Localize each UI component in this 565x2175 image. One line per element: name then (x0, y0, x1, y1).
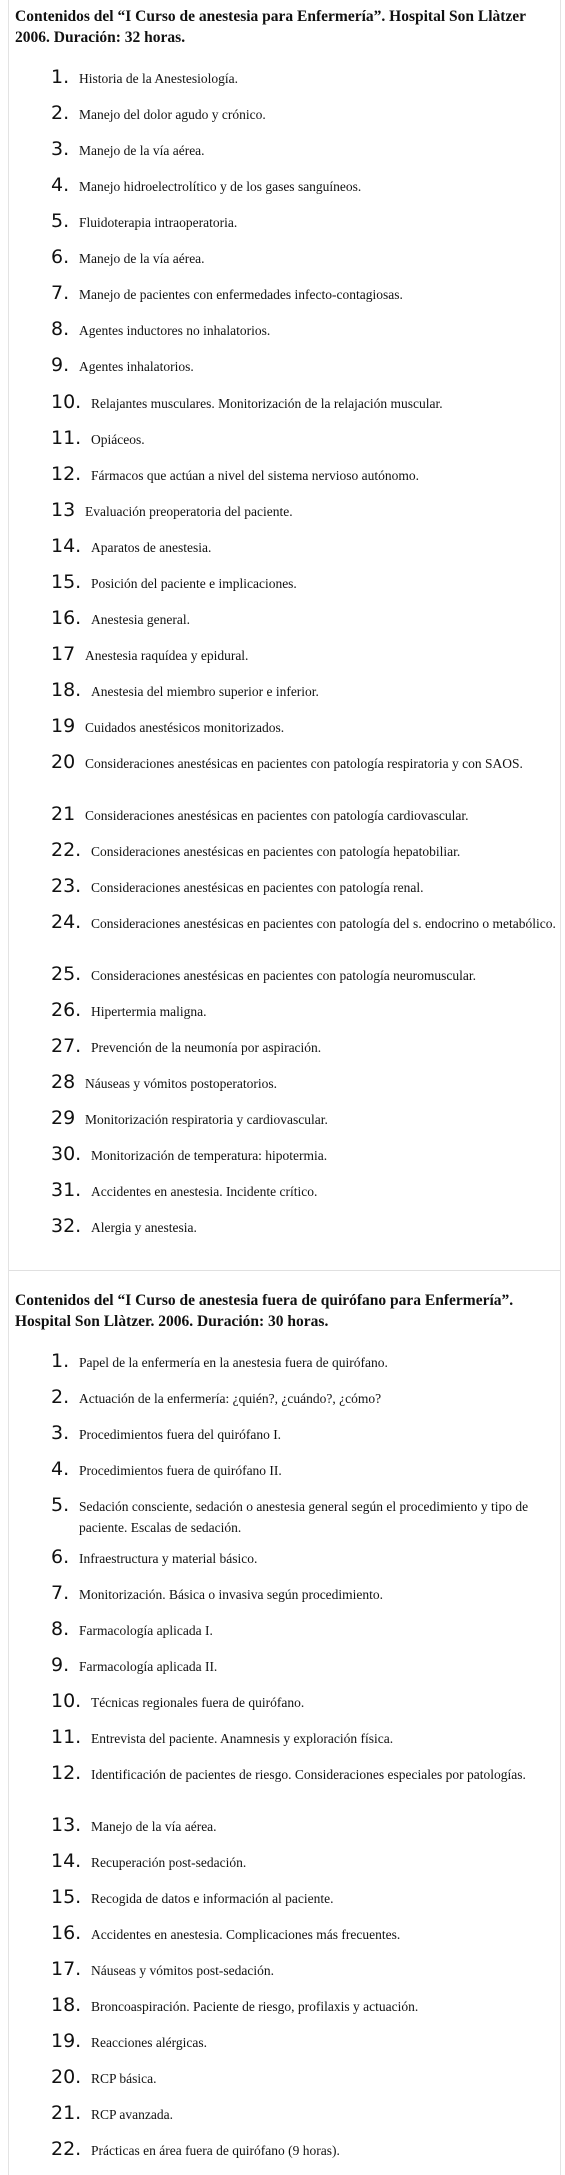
item-text: Consideraciones anestésicas en pacientes con patología cardiovascular. (85, 808, 469, 823)
item-number: 21 (51, 803, 76, 825)
item-text: Anestesia raquídea y epidural. (85, 648, 249, 663)
section-title: Contenidos del “I Curso de anestesia para Enfermería”. Hospital Son Llàtzer 2006. Duración: 32 horas. (15, 8, 526, 46)
item-number: 7. (51, 1582, 70, 1604)
item-number: 2. (51, 1386, 70, 1408)
item-text: Alergia y anestesia. (91, 1220, 197, 1235)
item-number: 12. (51, 463, 82, 485)
item-number: 17. (51, 1958, 82, 1980)
item-number: 14. (51, 535, 82, 557)
item-text: Manejo de la vía aérea. (91, 1819, 217, 1834)
item-text: Recogida de datos e información al paciente. (91, 1891, 334, 1906)
item-number: 16. (51, 1922, 82, 1944)
item-text: Anestesia general. (91, 612, 190, 627)
item-text: Posición del paciente e implicaciones. (91, 576, 297, 591)
item-number: 4. (51, 174, 70, 196)
item-text: Farmacología aplicada II. (79, 1659, 218, 1674)
item-number: 9. (51, 354, 70, 376)
item-number: 9. (51, 1654, 70, 1676)
item-number: 2. (51, 102, 70, 124)
item-text: Accidentes en anestesia. Incidente crítico. (91, 1184, 318, 1199)
item-text: Agentes inductores no inhalatorios. (79, 323, 271, 338)
item-text: Farmacología aplicada I. (79, 1623, 213, 1638)
item-text: Manejo de pacientes con enfermedades infecto-contagiosas. (79, 287, 403, 302)
item-number: 20. (51, 2066, 82, 2088)
section-divider (9, 1270, 560, 1271)
item-number: 28 (51, 1071, 76, 1093)
item-text: Opiáceos. (91, 432, 145, 447)
item-text: Broncoaspiración. Paciente de riesgo, profilaxis y actuación. (91, 1999, 419, 2014)
item-number: 12. (51, 1762, 82, 1784)
item-number: 22. (51, 2138, 82, 2160)
item-text: Manejo hidroelectrolítico y de los gases sanguíneos. (79, 179, 362, 194)
item-text: Fluidoterapia intraoperatoria. (79, 215, 238, 230)
item-number: 15. (51, 1886, 82, 1908)
item-text: Infraestructura y material básico. (79, 1551, 258, 1566)
item-number: 8. (51, 1618, 70, 1640)
item-number: 21. (51, 2102, 82, 2124)
item-number: 17 (51, 643, 76, 665)
item-number: 13. (51, 1814, 82, 1836)
item-number: 23. (51, 875, 82, 897)
item-number: 22. (51, 839, 82, 861)
item-text: Fármacos que actúan a nivel del sistema nervioso autónomo. (91, 468, 420, 483)
item-text: Consideraciones anestésicas en pacientes con patología respiratoria y con SAOS. (85, 756, 523, 771)
item-number: 1. (51, 66, 70, 88)
item-number: 4. (51, 1458, 70, 1480)
item-text: Anestesia del miembro superior e inferior. (91, 684, 319, 699)
item-text: Procedimientos fuera de quirófano II. (79, 1463, 282, 1478)
item-text: Actuación de la enfermería: ¿quién?, ¿cuándo?, ¿cómo? (79, 1391, 382, 1406)
item-text: Náuseas y vómitos postoperatorios. (85, 1076, 277, 1091)
item-number: 7. (51, 282, 70, 304)
item-text: Consideraciones anestésicas en pacientes con patología neuromuscular. (91, 968, 476, 983)
item-text: Prevención de la neumonía por aspiración. (91, 1040, 322, 1055)
item-number: 11. (51, 427, 82, 449)
item-number: 19 (51, 715, 76, 737)
item-text: Prácticas en área fuera de quirófano (9 horas). (91, 2143, 340, 2158)
item-number: 3. (51, 1422, 70, 1444)
item-text: Entrevista del paciente. Anamnesis y exploración física. (91, 1731, 394, 1746)
item-number: 30. (51, 1143, 82, 1165)
item-number: 1. (51, 1350, 70, 1372)
item-text: Recuperación post-sedación. (91, 1855, 247, 1870)
item-number: 6. (51, 1546, 70, 1568)
item-number: 10. (51, 1690, 82, 1712)
item-text: RCP avanzada. (91, 2107, 173, 2122)
item-number: 3. (51, 138, 70, 160)
item-text: Procedimientos fuera del quirófano I. (79, 1427, 282, 1442)
document-page (8, 0, 561, 2175)
item-text: Consideraciones anestésicas en pacientes con patología renal. (91, 880, 424, 895)
item-number: 19. (51, 2030, 82, 2052)
item-text: Evaluación preoperatoria del paciente. (85, 504, 293, 519)
item-number: 24. (51, 911, 82, 933)
item-number: 6. (51, 246, 70, 268)
item-number: 15. (51, 571, 82, 593)
item-text: Técnicas regionales fuera de quirófano. (91, 1695, 305, 1710)
item-text: Relajantes musculares. Monitorización de la relajación muscular. (91, 396, 443, 411)
item-number: 20 (51, 751, 76, 773)
item-text: Cuidados anestésicos monitorizados. (85, 720, 285, 735)
item-text: Manejo de la vía aérea. (79, 143, 205, 158)
item-number: 5. (51, 210, 70, 232)
item-number: 10. (51, 391, 82, 413)
item-number: 31. (51, 1179, 82, 1201)
item-text: Manejo del dolor agudo y crónico. (79, 107, 266, 122)
item-text: Sedación consciente, sedación o anestesia general según el procedimiento y tipo de paciente. Escalas de sedación. (79, 1499, 529, 1535)
item-text: RCP básica. (91, 2071, 157, 2086)
section-title: Contenidos del “I Curso de anestesia fuera de quirófano para Enfermería”. Hospital Son Llàtzer. 2006. Duración: 30 horas. (15, 1292, 514, 1330)
item-text: Papel de la enfermería en la anestesia fuera de quirófano. (79, 1355, 388, 1370)
item-number: 18. (51, 1994, 82, 2016)
item-number: 25. (51, 963, 82, 985)
item-number: 11. (51, 1726, 82, 1748)
item-number: 8. (51, 318, 70, 340)
item-text: Hipertermia maligna. (91, 1004, 207, 1019)
item-number: 13 (51, 499, 76, 521)
item-text: Reacciones alérgicas. (91, 2035, 207, 2050)
item-number: 14. (51, 1850, 82, 1872)
item-text: Náuseas y vómitos post-sedación. (91, 1963, 274, 1978)
item-number: 16. (51, 607, 82, 629)
item-number: 18. (51, 679, 82, 701)
item-number: 5. (51, 1494, 70, 1516)
item-text: Monitorización de temperatura: hipotermia. (91, 1148, 328, 1163)
item-number: 26. (51, 999, 82, 1021)
item-text: Manejo de la vía aérea. (79, 251, 205, 266)
item-text: Historia de la Anestesiología. (79, 71, 238, 86)
item-text: Monitorización respiratoria y cardiovascular. (85, 1112, 328, 1127)
item-text: Accidentes en anestesia. Complicaciones más frecuentes. (91, 1927, 401, 1942)
item-text: Consideraciones anestésicas en pacientes con patología hepatobiliar. (91, 844, 461, 859)
item-text: Consideraciones anestésicas en pacientes con patología del s. endocrino o metabólico. (91, 916, 556, 931)
item-text: Monitorización. Básica o invasiva según procedimiento. (79, 1587, 384, 1602)
item-text: Identificación de pacientes de riesgo. Consideraciones especiales por patologías. (91, 1767, 526, 1782)
item-number: 27. (51, 1035, 82, 1057)
item-text: Agentes inhalatorios. (79, 359, 194, 374)
item-text: Aparatos de anestesia. (91, 540, 212, 555)
item-number: 32. (51, 1215, 82, 1237)
item-number: 29 (51, 1107, 76, 1129)
